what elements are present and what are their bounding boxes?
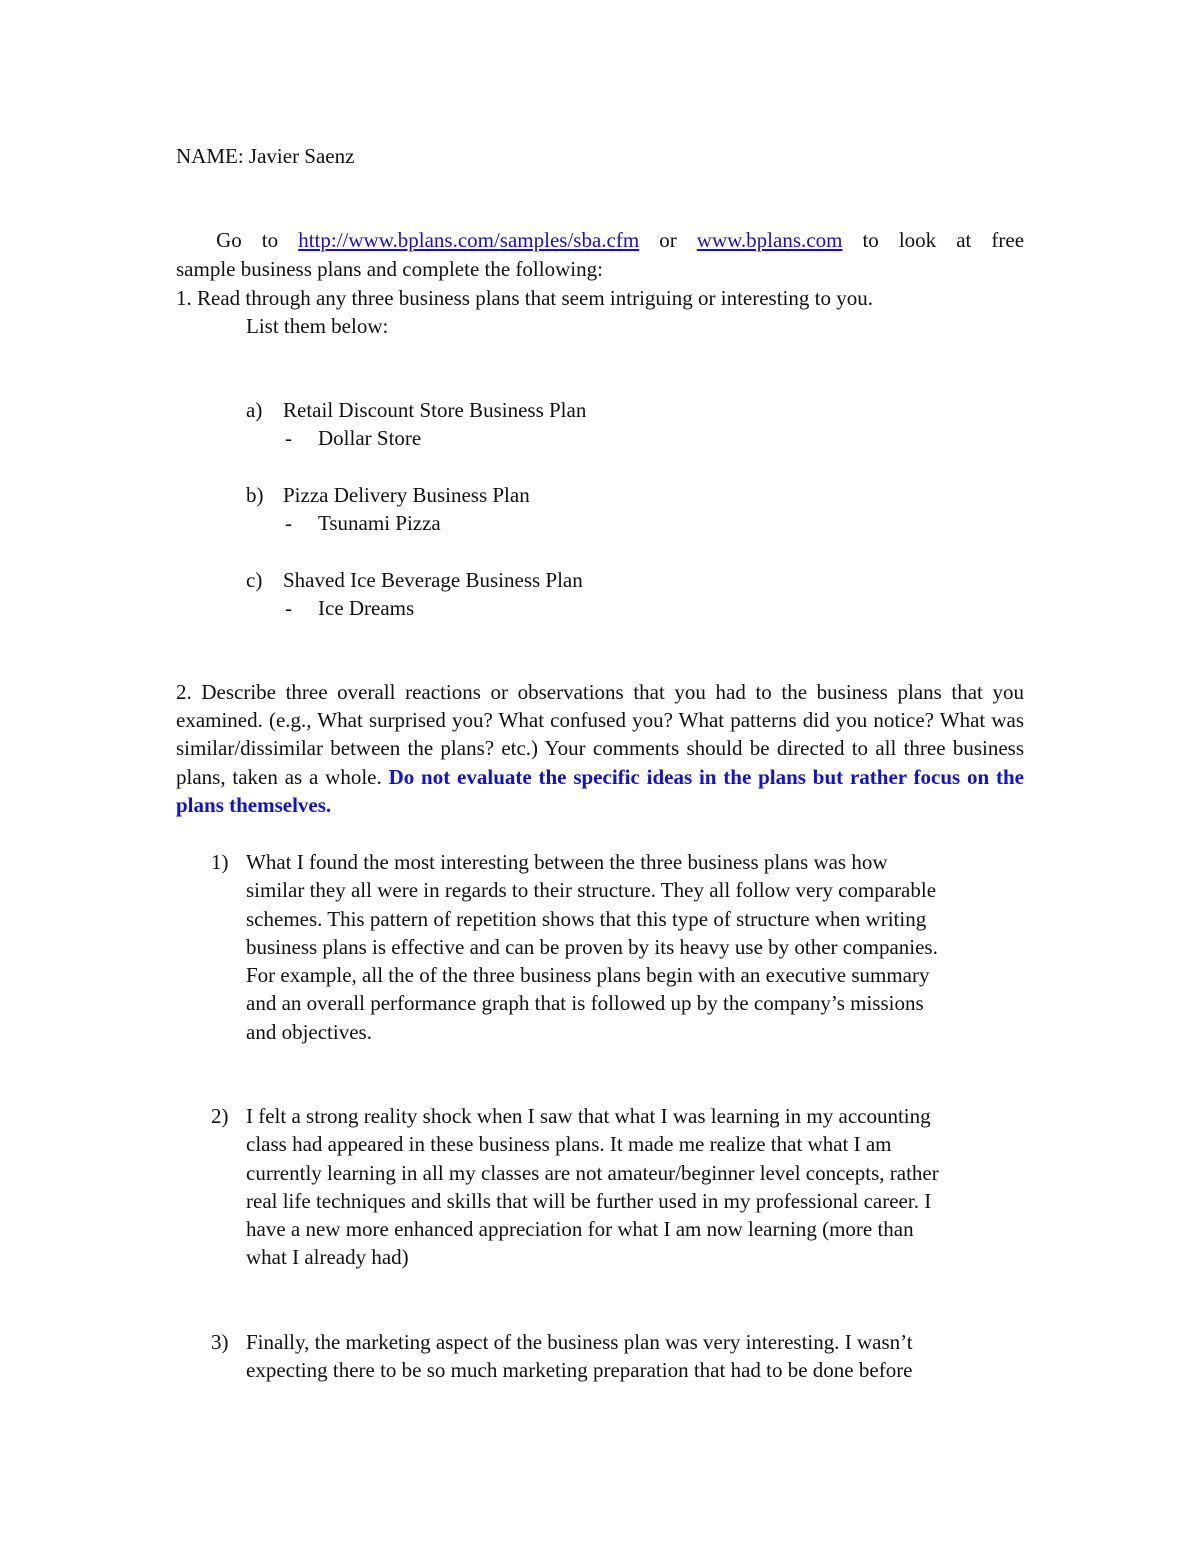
list-item-dash: -: [285, 511, 292, 535]
answer-line: Finally, the marketing aspect of the business plan was very interesting. I wasn’t: [246, 1330, 913, 1354]
answer-line: what I already had): [246, 1245, 409, 1270]
answer-1: [246, 848, 1036, 1046]
answer-3: [246, 1328, 1036, 1385]
answer-line: real life techniques and skills that will be further used in my professional career. I: [246, 1188, 932, 1213]
list-item-dash: -: [285, 596, 292, 620]
question-2-text: 2. Describe three overall reactions or observations that you had to the business plans that you examined. (e.g., What surprised you? What confused you? What patterns did you notice? What was similar/dissimilar between the plans? etc.) Your comments should be directed to all three business plans, taken as a whole.: [176, 680, 1024, 789]
answer-line: have a new more enhanced appreciation for what I am now learning (more than: [246, 1217, 914, 1242]
bplans-home-link[interactable]: www.bplans.com: [696, 228, 843, 252]
list-item-sub: Tsunami Pizza: [318, 511, 441, 535]
instructions-intro: [176, 226, 1024, 283]
list-item-title: Retail Discount Store Business Plan: [283, 398, 587, 422]
intro-or: or: [659, 228, 677, 252]
answer-line: expecting there to be so much marketing preparation that had to be done before: [246, 1358, 913, 1383]
intro-second-line: sample business plans and complete the following:: [176, 256, 603, 281]
list-item-dash: -: [285, 426, 292, 450]
answer-line: and an overall performance graph that is followed up by the company’s missions: [246, 991, 924, 1016]
answer-line: currently learning in all my classes are not amateur/beginner level concepts, rather: [246, 1160, 939, 1185]
list-label: List them below:: [246, 314, 389, 338]
list-item-title: Shaved Ice Beverage Business Plan: [283, 568, 583, 592]
list-item-sub: Ice Dreams: [318, 596, 415, 620]
answer-number: 3): [211, 1330, 229, 1354]
answer-line: and objectives.: [246, 1019, 372, 1044]
list-item-letter: b): [246, 483, 264, 507]
answer-line: similar they all were in regards to their structure. They all follow very comparable: [246, 878, 937, 903]
answer-line: class had appeared in these business plans. It made me realize that what I am: [246, 1132, 892, 1157]
intro-suffix: to look at free: [862, 228, 1025, 252]
answer-2: [246, 1102, 1036, 1272]
answer-line: business plans is effective and can be proven by its heavy use by other companies.: [246, 934, 938, 959]
intro-first-line: [176, 226, 1024, 255]
list-item-letter: c): [246, 568, 263, 592]
answer-line: What I found the most interesting between the three business plans was how: [246, 850, 888, 874]
answer-line: schemes. This pattern of repetition shows that this type of structure when writing: [246, 906, 927, 931]
question-1: 1. Read through any three business plans that seem intriguing or interesting to you.: [176, 286, 873, 310]
answer-number: 1): [211, 850, 229, 874]
question-2-emphasis: Do not evaluate the specific ideas in the plans but rather focus on the plans themselves.: [176, 764, 1025, 817]
list-item-sub: Dollar Store: [318, 426, 422, 450]
question-2: [176, 678, 1024, 819]
list-item-title: Pizza Delivery Business Plan: [283, 483, 530, 507]
answer-line: For example, all the of the three business plans begin with an executive summary: [246, 963, 930, 988]
name-line: NAME: Javier Saenz: [176, 144, 355, 168]
list-item-letter: a): [246, 398, 263, 422]
answer-line: I felt a strong reality shock when I saw that what I was learning in my accounting: [246, 1104, 931, 1128]
intro-prefix: Go to: [216, 228, 279, 252]
bplans-samples-link[interactable]: http://www.bplans.com/samples/sba.cfm: [298, 228, 640, 252]
answer-number: 2): [211, 1104, 229, 1128]
